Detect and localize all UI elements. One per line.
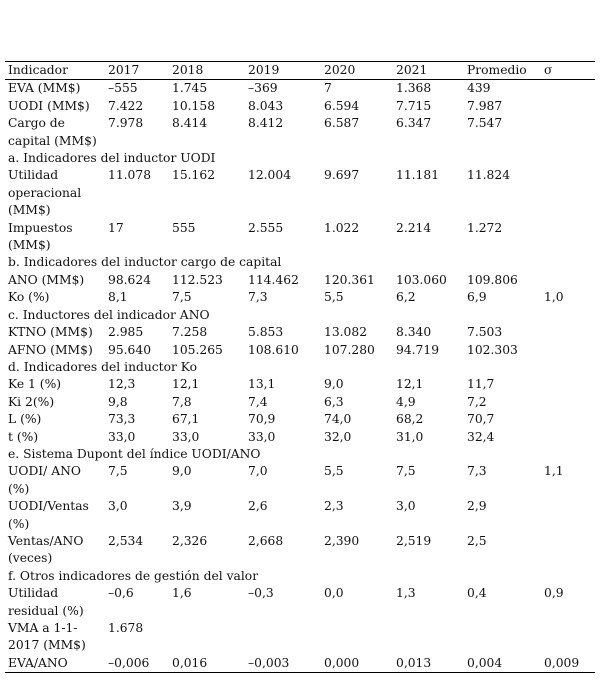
table-row [5, 585, 595, 620]
table-cell: 10.158 [172, 98, 216, 113]
row-label: UODI/ ANO (%) [8, 464, 81, 496]
table-cell: 2,6 [248, 499, 268, 514]
row-label: UODI (MM$) [8, 98, 90, 113]
table-cell: 33,0 [172, 429, 200, 444]
table-cell: 2,326 [172, 533, 208, 548]
row-label: t (%) [8, 429, 39, 444]
table-cell: 2,534 [108, 533, 144, 548]
table-cell: 33,0 [108, 429, 136, 444]
table-cell: 112.523 [172, 272, 223, 287]
table-cell [541, 411, 595, 428]
row-label: UODI/Ventas (%) [8, 499, 89, 531]
section-row [5, 359, 595, 376]
table-cell: 1,3 [396, 586, 416, 601]
table-cell [541, 620, 595, 655]
table-cell [541, 533, 595, 568]
table-row [5, 220, 595, 255]
table-cell [541, 342, 595, 359]
table-cell: –0,3 [248, 586, 274, 601]
table-cell: 94.719 [396, 342, 440, 357]
section-row [5, 307, 595, 324]
section-label: f. Otros indicadores de gestión del valor [8, 568, 259, 583]
table-row [5, 376, 595, 393]
table-cell: 70,7 [467, 412, 495, 427]
table-cell: 7,0 [248, 464, 268, 479]
table-cell: 11.078 [108, 168, 152, 183]
table-cell: 5,5 [324, 290, 344, 305]
table-cell: 67,1 [172, 412, 200, 427]
table-cell: 13,1 [248, 377, 276, 392]
table-cell: 1.272 [467, 220, 503, 235]
table-cell: 68,2 [396, 412, 424, 427]
table-cell: 2,668 [248, 533, 284, 548]
table-cell: 7.422 [108, 98, 144, 113]
table-cell: 102.303 [467, 342, 518, 357]
header-cell: 2017 [108, 63, 140, 77]
table-cell [321, 620, 393, 655]
table-cell: 2,390 [324, 533, 360, 548]
table-row [5, 394, 595, 411]
table-cell: 0,9 [544, 586, 564, 601]
table-cell: 32,0 [324, 429, 352, 444]
table-cell: 6.594 [324, 98, 360, 113]
table-cell: 2.214 [396, 220, 432, 235]
header-cell: σ [544, 63, 553, 77]
table-row [5, 289, 595, 306]
table-cell: 1,6 [172, 586, 192, 601]
row-label: KTNO (MM$) [8, 325, 93, 340]
table-cell: 2.985 [108, 325, 144, 340]
row-label: EVA (MM$) [8, 81, 81, 96]
table-cell: 0,016 [172, 655, 208, 670]
table-cell: 11,7 [467, 377, 495, 392]
row-label: Cargo de capital (MM$) [8, 116, 97, 148]
table-cell: 11.824 [467, 168, 511, 183]
table-cell: 17 [108, 220, 124, 235]
table-cell: 6,3 [324, 394, 344, 409]
table-cell: 12,1 [396, 377, 424, 392]
section-label: b. Indicadores del inductor cargo de capital [8, 255, 282, 270]
section-row [5, 150, 595, 167]
table-row [5, 655, 595, 673]
table-cell [541, 115, 595, 150]
table-cell [541, 394, 595, 411]
row-label: Utilidad residual (%) [8, 586, 84, 618]
table-cell: –0,6 [108, 586, 134, 601]
table-row [5, 167, 595, 219]
table-cell: 0,004 [467, 655, 503, 670]
table-cell: 11.181 [396, 168, 440, 183]
table-cell: 12.004 [248, 168, 292, 183]
table-cell: 9,8 [108, 394, 128, 409]
table-cell: 74,0 [324, 412, 352, 427]
table-cell: 3,9 [172, 499, 192, 514]
table-body [5, 80, 595, 673]
section-row [5, 568, 595, 585]
table-cell: 9.697 [324, 168, 360, 183]
table-cell: 3,0 [108, 499, 128, 514]
table-cell: 15.162 [172, 168, 216, 183]
table-cell [541, 167, 595, 219]
row-label: AFNO (MM$) [8, 342, 93, 357]
table-row [5, 80, 595, 98]
table-cell: 7.258 [172, 325, 208, 340]
table-cell: 6,2 [396, 290, 416, 305]
indicator-table-container [5, 61, 595, 673]
table-cell [541, 272, 595, 289]
table-cell: 1,0 [544, 290, 564, 305]
table-cell: 105.265 [172, 342, 223, 357]
table-cell: 7.503 [467, 325, 503, 340]
table-row [5, 324, 595, 341]
table-cell: 9,0 [324, 377, 344, 392]
table-row [5, 620, 595, 655]
table-cell: 7 [324, 81, 332, 96]
table-cell: 2,9 [467, 499, 487, 514]
table-cell: 6.587 [324, 116, 360, 131]
header-cell: Promedio [467, 63, 527, 77]
table-cell: 13.082 [324, 325, 368, 340]
table-row [5, 463, 595, 498]
table-row [5, 115, 595, 150]
row-label: L (%) [8, 412, 42, 427]
table-cell: 0,000 [324, 655, 360, 670]
table-cell: 103.060 [396, 272, 447, 287]
table-cell: 5,5 [324, 464, 344, 479]
table-cell: 9,0 [172, 464, 192, 479]
table-cell: 7.547 [467, 116, 503, 131]
section-label: e. Sistema Dupont del índice UODI/ANO [8, 446, 261, 461]
table-cell [464, 620, 541, 655]
row-label: Ki 2(%) [8, 394, 55, 409]
table-cell: 439 [467, 81, 491, 96]
table-cell: 8.414 [172, 116, 208, 131]
table-cell: 2,3 [324, 499, 344, 514]
table-row [5, 98, 595, 115]
table-cell [541, 324, 595, 341]
table-cell: 7,3 [467, 464, 487, 479]
table-cell: 109.806 [467, 272, 518, 287]
section-row [5, 446, 595, 463]
table-cell: 7,2 [467, 394, 487, 409]
table-cell: 5.853 [248, 325, 284, 340]
row-label: Ke 1 (%) [8, 377, 62, 392]
table-cell: 33,0 [248, 429, 276, 444]
table-cell: 4,9 [396, 394, 416, 409]
table-cell: 7.987 [467, 98, 503, 113]
table-cell: 8,1 [108, 290, 128, 305]
table-cell [169, 620, 245, 655]
table-cell: 12,3 [108, 377, 136, 392]
table-cell [541, 429, 595, 446]
indicator-table [5, 61, 595, 673]
row-label: VMA a 1-1-2017 (MM$) [8, 621, 86, 653]
table-cell [245, 620, 321, 655]
table-cell: 1.022 [324, 220, 360, 235]
row-label: Utilidad operacional (MM$) [8, 168, 82, 218]
table-cell: –555 [108, 81, 138, 96]
header-row [5, 62, 595, 80]
table-cell: 108.610 [248, 342, 299, 357]
table-row [5, 429, 595, 446]
table-cell: 1.745 [172, 81, 208, 96]
table-row [5, 342, 595, 359]
row-label: Ko (%) [8, 290, 50, 305]
table-cell: 8.412 [248, 116, 284, 131]
table-cell [541, 98, 595, 115]
row-label: ANO (MM$) [8, 272, 85, 287]
table-cell [541, 376, 595, 393]
table-cell: 6,9 [467, 290, 487, 305]
header-cell: 2021 [396, 63, 428, 77]
row-label: EVA/ANO [8, 655, 68, 670]
table-cell [541, 80, 595, 98]
table-cell: 0,013 [396, 655, 432, 670]
header-cell: 2019 [248, 63, 280, 77]
table-cell: 2,519 [396, 533, 432, 548]
table-row [5, 272, 595, 289]
table-cell: 70,9 [248, 412, 276, 427]
section-label: c. Inductores del indicador ANO [8, 307, 210, 322]
table-cell: 2,5 [467, 533, 487, 548]
table-cell: 2.555 [248, 220, 284, 235]
table-cell: 120.361 [324, 272, 375, 287]
table-cell [541, 498, 595, 533]
header-cell: Indicador [8, 63, 68, 77]
section-label: a. Indicadores del inductor UODI [8, 151, 216, 166]
table-row [5, 533, 595, 568]
table-cell: 73,3 [108, 412, 136, 427]
table-cell: 6.347 [396, 116, 432, 131]
table-cell: 7,4 [248, 394, 268, 409]
table-cell: 0,4 [467, 586, 487, 601]
table-cell: 95.640 [108, 342, 152, 357]
table-cell: 0,0 [324, 586, 344, 601]
table-cell: 12,1 [172, 377, 200, 392]
table-cell: 7,5 [108, 464, 128, 479]
table-cell: 7.715 [396, 98, 432, 113]
table-cell: 114.462 [248, 272, 299, 287]
table-cell: 555 [172, 220, 196, 235]
table-cell [393, 620, 464, 655]
header-cell: 2018 [172, 63, 204, 77]
table-cell: 1,1 [544, 464, 564, 479]
table-cell: 32,4 [467, 429, 495, 444]
row-label: Impuestos (MM$) [8, 220, 73, 253]
table-cell: –0,003 [248, 655, 290, 670]
table-cell: 7,8 [172, 394, 192, 409]
table-cell [541, 220, 595, 255]
table-cell: 8.043 [248, 98, 284, 113]
table-cell: –369 [248, 81, 278, 96]
section-label: d. Indicadores del inductor Ko [8, 359, 198, 374]
table-cell: –0,006 [108, 655, 150, 670]
table-cell: 31,0 [396, 429, 424, 444]
table-row [5, 411, 595, 428]
table-cell: 7,5 [396, 464, 416, 479]
section-row [5, 254, 595, 271]
table-cell: 7,3 [248, 290, 268, 305]
table-cell: 3,0 [396, 499, 416, 514]
table-row [5, 498, 595, 533]
table-cell: 1.678 [108, 621, 144, 635]
table-cell: 7,5 [172, 290, 192, 305]
table-cell: 1.368 [396, 81, 432, 96]
table-cell: 7.978 [108, 116, 144, 131]
header-cell: 2020 [324, 63, 356, 77]
row-label: Ventas/ANO (veces) [8, 533, 84, 566]
table-cell: 0,009 [544, 655, 580, 670]
table-cell: 107.280 [324, 342, 375, 357]
table-cell: 98.624 [108, 272, 152, 287]
table-cell: 8.340 [396, 325, 432, 340]
